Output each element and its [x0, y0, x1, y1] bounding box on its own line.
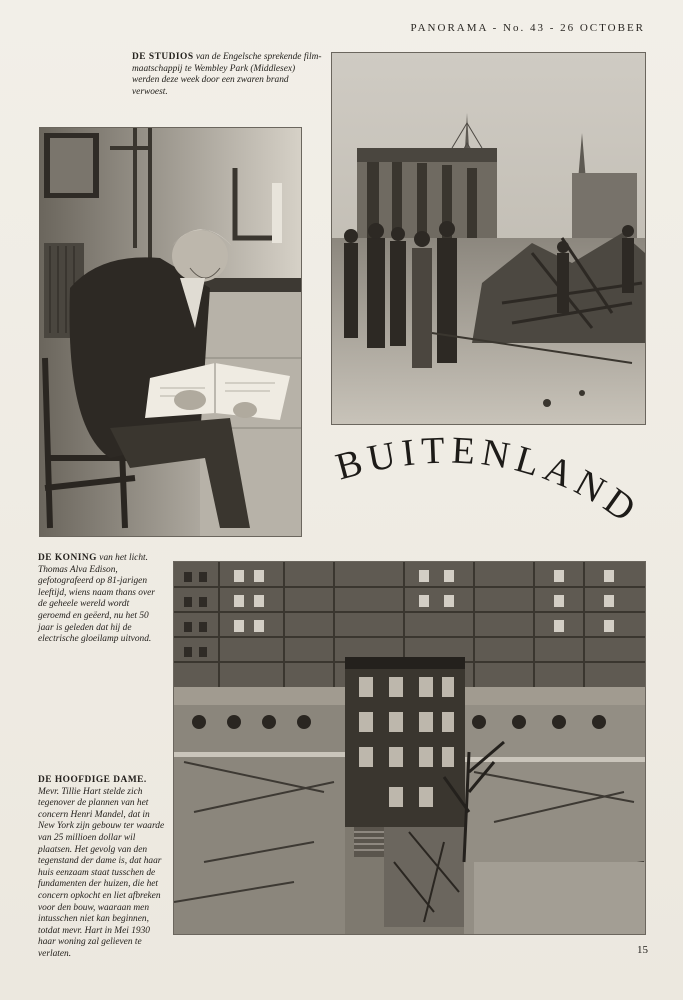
- photo-new-york-house: [173, 561, 646, 935]
- caption-edison-body: van het licht. Thomas Alva Edison, gefotografeerd op 81-jarigen leeftijd, wiens naam thans over de geheele wereld wordt geroemd en geëerd, nu het 50 jaar is geleden dat hij de electrische gloeilamp uitvond.: [38, 553, 155, 645]
- section-title-buitenland: [330, 425, 670, 575]
- caption-dame-lead: DE HOOFDIGE DAME.: [38, 775, 147, 785]
- caption-studios-body: van de Engelsche sprekende film-maatschappij te Wembley Park (Middlesex) werden deze week door een zwaren brand verwoest.: [132, 52, 322, 97]
- caption-dame-body: Mevr. Tillie Hart stelde zich tegenover de plannen van het concern Henri Mandel, dat in New York zijn gebouw ter waarde van 25 millioen dollar wil plaatsen. Het gevolg van den tegenstand der dame is, dat haar huis eenzaam staat tusschen de fundamenten der huizen, die het concern opkocht en liet afbreken voor den bouw, waaraan men intusschen niet kan beginnen, totdat mevr. Hart in Mei 1930 haar woning zal gelieven te verlaten.: [38, 786, 165, 959]
- page-number: 15: [637, 944, 648, 956]
- caption-dame: [38, 775, 166, 961]
- caption-edison-lead: DE KONING: [38, 553, 97, 563]
- caption-studios-lead: DE STUDIOS: [132, 52, 194, 62]
- caption-studios: [132, 52, 322, 98]
- caption-edison: [38, 553, 160, 646]
- svg-text:BUITENLAND: [331, 429, 647, 533]
- section-title-text: BUITENLAND: [331, 429, 648, 534]
- photo-studio-fire: [331, 52, 646, 425]
- photo-edison: [39, 127, 302, 537]
- section-title-arc: [330, 425, 670, 575]
- page-header: PANORAMA - No. 43 - 26 OCTOBER: [410, 22, 645, 34]
